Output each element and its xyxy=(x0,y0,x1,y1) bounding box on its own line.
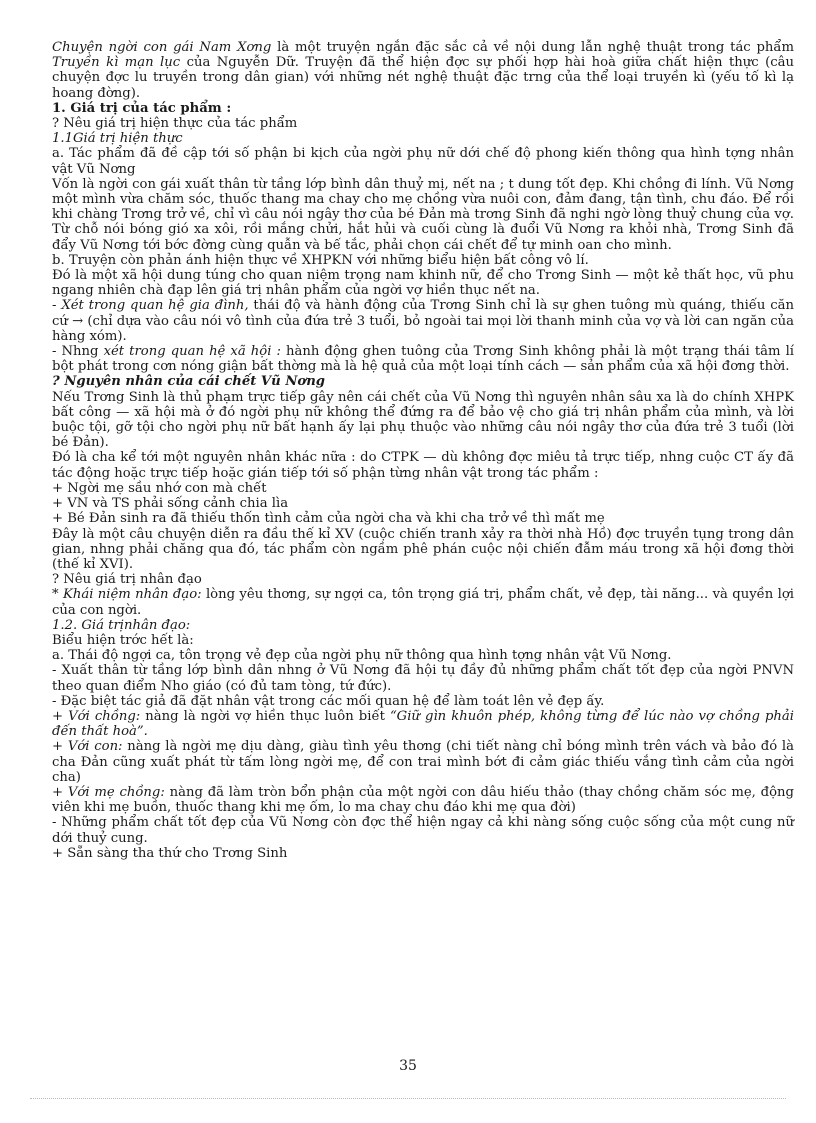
paragraph: - Những phẩm chất tốt đẹp của Vũ Nơng còn đợc thể hiện ngay cả khi nàng sống cuộc sống của một cung nữ dới thuỷ cung. xyxy=(52,815,794,846)
subheading: 1.2. Giá trịnhân đạo: xyxy=(52,617,191,633)
list-item: + Sẵn sàng tha thứ cho Trơng Sinh xyxy=(52,845,288,861)
story-title: Chuyện ngời con gái Nam Xơng xyxy=(52,40,272,55)
quote: “Giữ gìn khuôn phép, không từng để lúc nào vợ chồng phải đến thất hoà”. xyxy=(52,708,794,740)
paragraph: Biểu hiện trớc hết là: xyxy=(52,632,194,648)
paragraph: + Với chồng: nàng là ngời vợ hiền thục luôn biết “Giữ gìn khuôn phép, không từng để lúc nào vợ chồng phải đến thất hoà”. xyxy=(52,708,794,740)
paragraph: Đó là cha kể tới một nguyên nhân khác nữa : do CTPK — dù không đợc miêu tả trực tiếp, nhng cuộc CT ấy đã tác động hoặc trực tiếp hoặc gián tiếp tới số phận từng nhân vật trong tác phẩm : xyxy=(52,450,794,481)
subheading: 1.1Giá trị hiện thực xyxy=(52,131,183,147)
paragraph: Đó là một xã hội dung túng cho quan niệm trọng nam khinh nữ, để cho Trơng Sinh — một kẻ thất học, vũ phu ngang nhiên chà đạp lên giá trị nhân phẩm của ngời vợ hiền thục nết na. xyxy=(52,268,794,299)
list-item: + Bé Đản sinh ra đã thiếu thốn tình cảm của ngời cha và khi cha trở về thì mất mẹ xyxy=(52,511,605,527)
question: ? Nêu giá trị nhân đạo xyxy=(52,572,202,588)
paragraph: - Nhng xét trong quan hệ xã hội : hành động ghen tuông của Trơng Sinh không phải là một trạng thái tâm lí bột phát trong cơn nóng giận bất thờng mà là hệ quả của một loại tính cách — sản phẩm của xã hội đơng thời. xyxy=(52,344,795,375)
page-number: 35 xyxy=(399,1058,417,1074)
paragraph: Vốn là ngời con gái xuất thân từ tầng lớp bình dân thuỷ mị, nết na ; t dung tốt đẹp. Khi chồng đi lính. Vũ Nơng một mình vừa chăm sóc, thuốc thang ma chay cho mẹ chồng vừa nuôi con, đảm đang, tận tình, chu đáo. Để rồi khi chàng Trơng trở về, chỉ vì câu nói ngây thơ của bé Đản mà trơng Sinh đã nghi ngờ lòng thuỷ chung của vợ. Từ chỗ nói bóng gió xa xôi, rồi mắng chửi, hắt hủi và cuối cùng là đuổi Vũ Nơng ra khỏi nhà, Trơng Sinh đã đẩy Vũ Nơng tới bớc đờng cùng quẫn và bế tắc, phải chọn cái chết để tự minh oan cho mình. xyxy=(52,176,794,253)
paragraph-a: a. Tác phẩm đã đề cập tới số phận bi kịch của ngời phụ nữ dới chế độ phong kiến thông qua hình tợng nhân vật Vũ Nơng xyxy=(52,146,794,177)
paragraph: - Đặc biệt tác giả đã đặt nhân vật trong các mối quan hệ để làm toát lên vẻ đẹp ấy. xyxy=(52,693,605,709)
work-title: Truyền kì mạn lục xyxy=(52,55,181,71)
list-item: + VN và TS phải sống cảnh chia lìa xyxy=(52,496,289,512)
definition: * Khái niệm nhân đạo: lòng yêu thơng, sự ngợi ca, tôn trọng giá trị, phẩm chất, vẻ đẹp, tài năng... và quyền lợi của con ngời. xyxy=(52,587,794,618)
section-heading: 1. Giá trị của tác phẩm : xyxy=(52,100,232,116)
paragraph: - Xét trong quan hệ gia đình, thái độ và hành động của Trơng Sinh chỉ là sự ghen tuông mù quáng, thiếu căn cứ → (chỉ dựa vào câu nói vô tình của đứa trẻ 3 tuổi, bỏ ngoài tai mọi lời thanh minh của vợ và lời can ngăn của hàng xóm). xyxy=(52,298,794,344)
paragraph: - Xuất thân từ tầng lớp bình dân nhng ở Vũ Nơng đã hội tụ đầy đủ những phẩm chất tốt đẹp của ngời PNVN theo quan điểm Nho giáo (có đủ tam tòng, tứ đức). xyxy=(52,663,794,694)
paragraph: Nếu Trơng Sinh là thủ phạm trực tiếp gây nên cái chết của Vũ Nơng thì nguyên nhân sâu xa là do chính XHPK bất công — xã hội mà ở đó ngời phụ nữ không thể đứng ra để bảo vệ cho giá trị nhân phẩm của mình, và lời buộc tội, gỡ tội cho ngời phụ nữ bất hạnh ấy lại phụ thuộc vào những câu nói ngây thơ của đứa trẻ 3 tuổi (lời bé Đản). xyxy=(52,389,794,451)
paragraph-a: a. Thái độ ngợi ca, tôn trọng vẻ đẹp của ngời phụ nữ thông qua hình tợng nhân vật Vũ Nơng. xyxy=(52,648,672,664)
paragraph: Đây là một câu chuyện diễn ra đầu thế kỉ XV (cuộc chiến tranh xảy ra thời nhà Hồ) đợc truyền tụng trong dân gian, nhng phải chăng qua đó, tác phẩm còn ngầm phê phán cuộc nội chiến đẫm máu trong xã hội đơng thời (thế kỉ XVI). xyxy=(52,526,794,572)
footer-divider xyxy=(30,1098,786,1099)
paragraph: + Với mẹ chồng: nàng đã làm tròn bổn phận của một ngời con dâu hiếu thảo (thay chồng chăm sóc mẹ, động viên khi mẹ buồn, thuốc thang khi mẹ ốm, lo ma chay chu đáo khi mẹ qua đời) xyxy=(52,784,794,816)
document-body xyxy=(52,40,794,861)
intro-paragraph: Chuyện ngời con gái Nam Xơng là một truyện ngắn đặc sắc cả về nội dung lẫn nghệ thuật trong tác phẩm Truyền kì mạn lục của Nguyễn Dữ. Truyện đã thể hiện đợc sự phối hợp hài hoà giữa chất hiện thực (câu chuyện đợc lu truyền trong dân gian) với những nét nghệ thuật đặc trng của thể loại truyền kì (yếu tố kì lạ hoang đờng). xyxy=(52,40,794,101)
question: ? Nguyên nhân của cái chết Vũ Nơng xyxy=(52,374,326,390)
paragraph-b: b. Truyện còn phản ánh hiện thực về XHPKN với những biểu hiện bất công vô lí. xyxy=(52,252,589,268)
paragraph: + Với con: nàng là ngời mẹ dịu dàng, giàu tình yêu thơng (chi tiết nàng chỉ bóng mình trên vách và bảo đó là cha Đản cũng xuất phát từ tấm lòng ngời mẹ, để con trai mình bớt đi cảm giác thiếu vắng tình cảm của ngời cha) xyxy=(52,739,794,785)
list-item: + Ngời mẹ sầu nhớ con mà chết xyxy=(52,480,267,496)
question: ? Nêu giá trị hiện thực của tác phẩm xyxy=(52,116,298,132)
